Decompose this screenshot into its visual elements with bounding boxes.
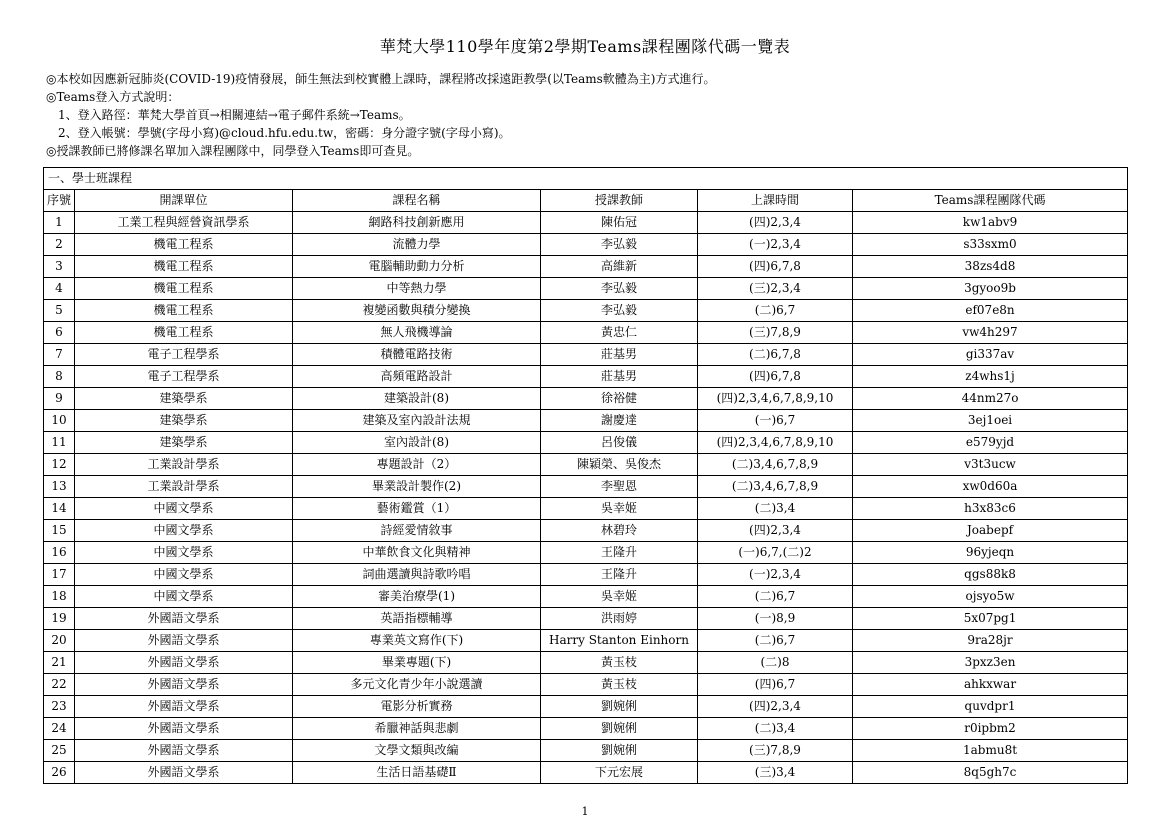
cell-department: 外國語文學系 xyxy=(75,696,293,718)
cell-serial: 9 xyxy=(44,388,75,410)
cell-course-name: 室內設計(8) xyxy=(293,432,541,454)
cell-instructor: 吳幸姬 xyxy=(541,586,698,608)
cell-teams-code: 38zs4d8 xyxy=(853,256,1128,278)
cell-serial: 19 xyxy=(44,608,75,630)
note-teams-login-heading: ◎Teams登入方式說明： xyxy=(46,90,180,104)
cell-department: 中國文學系 xyxy=(75,498,293,520)
cell-course-name: 專業英文寫作(下) xyxy=(293,630,541,652)
cell-course-name: 中等熱力學 xyxy=(293,278,541,300)
document-title: 華梵大學110學年度第2學期Teams課程團隊代碼一覽表 xyxy=(379,37,791,56)
cell-instructor: 黃玉枝 xyxy=(541,652,698,674)
header-row xyxy=(44,190,1128,212)
cell-teams-code: 3ej1oei xyxy=(853,410,1128,432)
table-row xyxy=(44,542,1128,564)
cell-class-time: (二)6,7 xyxy=(698,300,853,322)
cell-teams-code: h3x83c6 xyxy=(853,498,1128,520)
cell-department: 工業設計學系 xyxy=(75,476,293,498)
cell-class-time: (三)3,4 xyxy=(698,762,853,784)
table-row xyxy=(44,762,1128,784)
cell-class-time: (四)6,7,8 xyxy=(698,256,853,278)
cell-teams-code: 3pxz3en xyxy=(853,652,1128,674)
cell-instructor: 劉婉俐 xyxy=(541,740,698,762)
note-covid-remote-teaching: ◎本校如因應新冠肺炎(COVID-19)疫情發展，師生無法到校實體上課時，課程將改採遠距教學(以Teams軟體為主)方式進行。 xyxy=(46,72,716,86)
cell-class-time: (二)3,4,6,7,8,9 xyxy=(698,454,853,476)
cell-department: 電子工程學系 xyxy=(75,344,293,366)
course-table xyxy=(43,167,1128,784)
cell-serial: 14 xyxy=(44,498,75,520)
cell-serial: 17 xyxy=(44,564,75,586)
cell-serial: 13 xyxy=(44,476,75,498)
table-row xyxy=(44,696,1128,718)
cell-instructor: 徐裕健 xyxy=(541,388,698,410)
cell-class-time: (二)3,4,6,7,8,9 xyxy=(698,476,853,498)
cell-department: 建築學系 xyxy=(75,410,293,432)
cell-class-time: (四)2,3,4,6,7,8,9,10 xyxy=(698,432,853,454)
cell-serial: 4 xyxy=(44,278,75,300)
cell-department: 機電工程系 xyxy=(75,256,293,278)
cell-course-name: 專題設計（2） xyxy=(293,454,541,476)
cell-department: 外國語文學系 xyxy=(75,608,293,630)
cell-department: 外國語文學系 xyxy=(75,740,293,762)
cell-department: 建築學系 xyxy=(75,388,293,410)
cell-class-time: (一)6,7 xyxy=(698,410,853,432)
table-row xyxy=(44,740,1128,762)
cell-teams-code: ef07e8n xyxy=(853,300,1128,322)
table-row xyxy=(44,234,1128,256)
cell-class-time: (二)8 xyxy=(698,652,853,674)
note-login-path: 1、登入路徑：華梵大學首頁→相關連結→電子郵件系統→Teams。 xyxy=(58,108,411,122)
cell-department: 機電工程系 xyxy=(75,278,293,300)
cell-course-name: 畢業設計製作(2) xyxy=(293,476,541,498)
table-row xyxy=(44,630,1128,652)
cell-course-name: 電影分析實務 xyxy=(293,696,541,718)
cell-serial: 6 xyxy=(44,322,75,344)
cell-instructor: 莊基男 xyxy=(541,344,698,366)
cell-instructor: 吳幸姬 xyxy=(541,498,698,520)
table-row xyxy=(44,300,1128,322)
cell-instructor: 李弘毅 xyxy=(541,278,698,300)
cell-class-time: (二)3,4 xyxy=(698,718,853,740)
cell-department: 機電工程系 xyxy=(75,300,293,322)
cell-serial: 23 xyxy=(44,696,75,718)
cell-course-name: 畢業專題(下) xyxy=(293,652,541,674)
section-row xyxy=(44,168,1128,190)
table-row xyxy=(44,344,1128,366)
cell-class-time: (三)7,8,9 xyxy=(698,740,853,762)
cell-department: 中國文學系 xyxy=(75,586,293,608)
cell-serial: 15 xyxy=(44,520,75,542)
cell-instructor: 李聖恩 xyxy=(541,476,698,498)
cell-course-name: 審美治療學(1) xyxy=(293,586,541,608)
cell-serial: 7 xyxy=(44,344,75,366)
cell-class-time: (二)6,7 xyxy=(698,586,853,608)
table-row xyxy=(44,674,1128,696)
cell-teams-code: qgs88k8 xyxy=(853,564,1128,586)
table-row xyxy=(44,608,1128,630)
cell-department: 中國文學系 xyxy=(75,564,293,586)
cell-serial: 18 xyxy=(44,586,75,608)
cell-instructor: 陳佑冠 xyxy=(541,212,698,234)
note-login-account: 2、登入帳號：學號(字母小寫)@cloud.hfu.edu.tw，密碼：身分證字號(字母小寫)。 xyxy=(58,126,511,140)
cell-course-name: 電腦輔助動力分析 xyxy=(293,256,541,278)
cell-instructor: 洪雨婷 xyxy=(541,608,698,630)
cell-course-name: 無人飛機導論 xyxy=(293,322,541,344)
table-row xyxy=(44,586,1128,608)
cell-serial: 22 xyxy=(44,674,75,696)
cell-course-name: 文學文類與改編 xyxy=(293,740,541,762)
cell-class-time: (一)2,3,4 xyxy=(698,234,853,256)
header-class-time: 上課時間 xyxy=(698,190,853,212)
cell-course-name: 中華飲食文化與精神 xyxy=(293,542,541,564)
cell-serial: 12 xyxy=(44,454,75,476)
cell-department: 機電工程系 xyxy=(75,234,293,256)
cell-instructor: Harry Stanton Einhorn xyxy=(541,630,698,652)
cell-teams-code: v3t3ucw xyxy=(853,454,1128,476)
table-row xyxy=(44,322,1128,344)
table-row xyxy=(44,212,1128,234)
cell-instructor: 劉婉俐 xyxy=(541,696,698,718)
cell-teams-code: 9ra28jr xyxy=(853,630,1128,652)
cell-teams-code: kw1abv9 xyxy=(853,212,1128,234)
table-row xyxy=(44,278,1128,300)
cell-course-name: 英語指標輔導 xyxy=(293,608,541,630)
cell-class-time: (一)8,9 xyxy=(698,608,853,630)
header-serial: 序號 xyxy=(44,190,75,212)
cell-serial: 5 xyxy=(44,300,75,322)
cell-class-time: (二)3,4 xyxy=(698,498,853,520)
cell-class-time: (一)6,7,(二)2 xyxy=(698,542,853,564)
table-row xyxy=(44,564,1128,586)
table-row xyxy=(44,454,1128,476)
cell-course-name: 高頻電路設計 xyxy=(293,366,541,388)
cell-instructor: 李弘毅 xyxy=(541,300,698,322)
table-row xyxy=(44,520,1128,542)
cell-class-time: (四)2,3,4 xyxy=(698,696,853,718)
note-course-team: ◎授課教師已將修課名單加入課程團隊中，同學登入Teams即可查見。 xyxy=(46,144,420,158)
table-row xyxy=(44,410,1128,432)
cell-instructor: 李弘毅 xyxy=(541,234,698,256)
cell-class-time: (三)2,3,4 xyxy=(698,278,853,300)
cell-serial: 16 xyxy=(44,542,75,564)
cell-course-name: 希臘神話與悲劇 xyxy=(293,718,541,740)
cell-course-name: 建築及室內設計法規 xyxy=(293,410,541,432)
cell-department: 建築學系 xyxy=(75,432,293,454)
cell-teams-code: xw0d60a xyxy=(853,476,1128,498)
table-row xyxy=(44,366,1128,388)
cell-course-name: 多元文化青少年小說選讀 xyxy=(293,674,541,696)
cell-serial: 8 xyxy=(44,366,75,388)
cell-teams-code: 3gyoo9b xyxy=(853,278,1128,300)
cell-department: 外國語文學系 xyxy=(75,652,293,674)
table-body xyxy=(44,212,1128,784)
cell-teams-code: ojsyo5w xyxy=(853,586,1128,608)
table-row xyxy=(44,498,1128,520)
cell-serial: 3 xyxy=(44,256,75,278)
cell-class-time: (三)7,8,9 xyxy=(698,322,853,344)
cell-class-time: (二)6,7,8 xyxy=(698,344,853,366)
cell-serial: 21 xyxy=(44,652,75,674)
cell-course-name: 網路科技創新應用 xyxy=(293,212,541,234)
cell-department: 工業工程與經營資訊學系 xyxy=(75,212,293,234)
cell-instructor: 王隆升 xyxy=(541,564,698,586)
section-title: 一、學士班課程 xyxy=(44,168,1128,190)
cell-teams-code: vw4h297 xyxy=(853,322,1128,344)
cell-class-time: (一)2,3,4 xyxy=(698,564,853,586)
cell-instructor: 林碧玲 xyxy=(541,520,698,542)
cell-teams-code: Joabepf xyxy=(853,520,1128,542)
cell-serial: 11 xyxy=(44,432,75,454)
cell-serial: 25 xyxy=(44,740,75,762)
cell-serial: 10 xyxy=(44,410,75,432)
cell-class-time: (四)2,3,4 xyxy=(698,520,853,542)
cell-department: 外國語文學系 xyxy=(75,630,293,652)
cell-department: 電子工程學系 xyxy=(75,366,293,388)
header-teams-code: Teams課程團隊代碼 xyxy=(853,190,1128,212)
cell-course-name: 詩經愛情敘事 xyxy=(293,520,541,542)
cell-teams-code: quvdpr1 xyxy=(853,696,1128,718)
table-row xyxy=(44,652,1128,674)
cell-course-name: 藝術鑑賞（1） xyxy=(293,498,541,520)
header-department: 開課單位 xyxy=(75,190,293,212)
cell-teams-code: s33sxm0 xyxy=(853,234,1128,256)
cell-teams-code: e579yjd xyxy=(853,432,1128,454)
cell-department: 機電工程系 xyxy=(75,322,293,344)
cell-class-time: (四)2,3,4,6,7,8,9,10 xyxy=(698,388,853,410)
cell-serial: 20 xyxy=(44,630,75,652)
cell-teams-code: z4whs1j xyxy=(853,366,1128,388)
table-row xyxy=(44,476,1128,498)
cell-serial: 1 xyxy=(44,212,75,234)
cell-course-name: 複變函數與積分變換 xyxy=(293,300,541,322)
cell-teams-code: 1abmu8t xyxy=(853,740,1128,762)
cell-teams-code: 96yjeqn xyxy=(853,542,1128,564)
cell-serial: 26 xyxy=(44,762,75,784)
cell-instructor: 高維新 xyxy=(541,256,698,278)
cell-teams-code: 44nm27o xyxy=(853,388,1128,410)
cell-class-time: (四)2,3,4 xyxy=(698,212,853,234)
cell-instructor: 王隆升 xyxy=(541,542,698,564)
cell-teams-code: gi337av xyxy=(853,344,1128,366)
cell-course-name: 流體力學 xyxy=(293,234,541,256)
cell-class-time: (二)6,7 xyxy=(698,630,853,652)
cell-teams-code: r0ipbm2 xyxy=(853,718,1128,740)
table-row xyxy=(44,256,1128,278)
cell-teams-code: 8q5gh7c xyxy=(853,762,1128,784)
cell-instructor: 謝慶達 xyxy=(541,410,698,432)
cell-instructor: 劉婉俐 xyxy=(541,718,698,740)
cell-department: 外國語文學系 xyxy=(75,718,293,740)
cell-class-time: (四)6,7 xyxy=(698,674,853,696)
table-row xyxy=(44,432,1128,454)
cell-serial: 24 xyxy=(44,718,75,740)
table-row xyxy=(44,718,1128,740)
cell-instructor: 陳穎榮、吳俊杰 xyxy=(541,454,698,476)
cell-teams-code: 5x07pg1 xyxy=(853,608,1128,630)
cell-department: 工業設計學系 xyxy=(75,454,293,476)
cell-instructor: 黃忠仁 xyxy=(541,322,698,344)
cell-department: 中國文學系 xyxy=(75,520,293,542)
table-row xyxy=(44,388,1128,410)
page-number: 1 xyxy=(581,805,589,818)
cell-class-time: (四)6,7,8 xyxy=(698,366,853,388)
cell-course-name: 詞曲選讀與詩歌吟唱 xyxy=(293,564,541,586)
cell-instructor: 黃玉枝 xyxy=(541,674,698,696)
cell-department: 中國文學系 xyxy=(75,542,293,564)
cell-instructor: 呂俊儀 xyxy=(541,432,698,454)
cell-department: 外國語文學系 xyxy=(75,674,293,696)
cell-instructor: 下元宏展 xyxy=(541,762,698,784)
cell-instructor: 莊基男 xyxy=(541,366,698,388)
cell-teams-code: ahkxwar xyxy=(853,674,1128,696)
cell-course-name: 積體電路技術 xyxy=(293,344,541,366)
header-instructor: 授課教師 xyxy=(541,190,698,212)
cell-department: 外國語文學系 xyxy=(75,762,293,784)
cell-serial: 2 xyxy=(44,234,75,256)
cell-course-name: 建築設計(8) xyxy=(293,388,541,410)
header-course-name: 課程名稱 xyxy=(293,190,541,212)
cell-course-name: 生活日語基礎Ⅱ xyxy=(293,762,541,784)
